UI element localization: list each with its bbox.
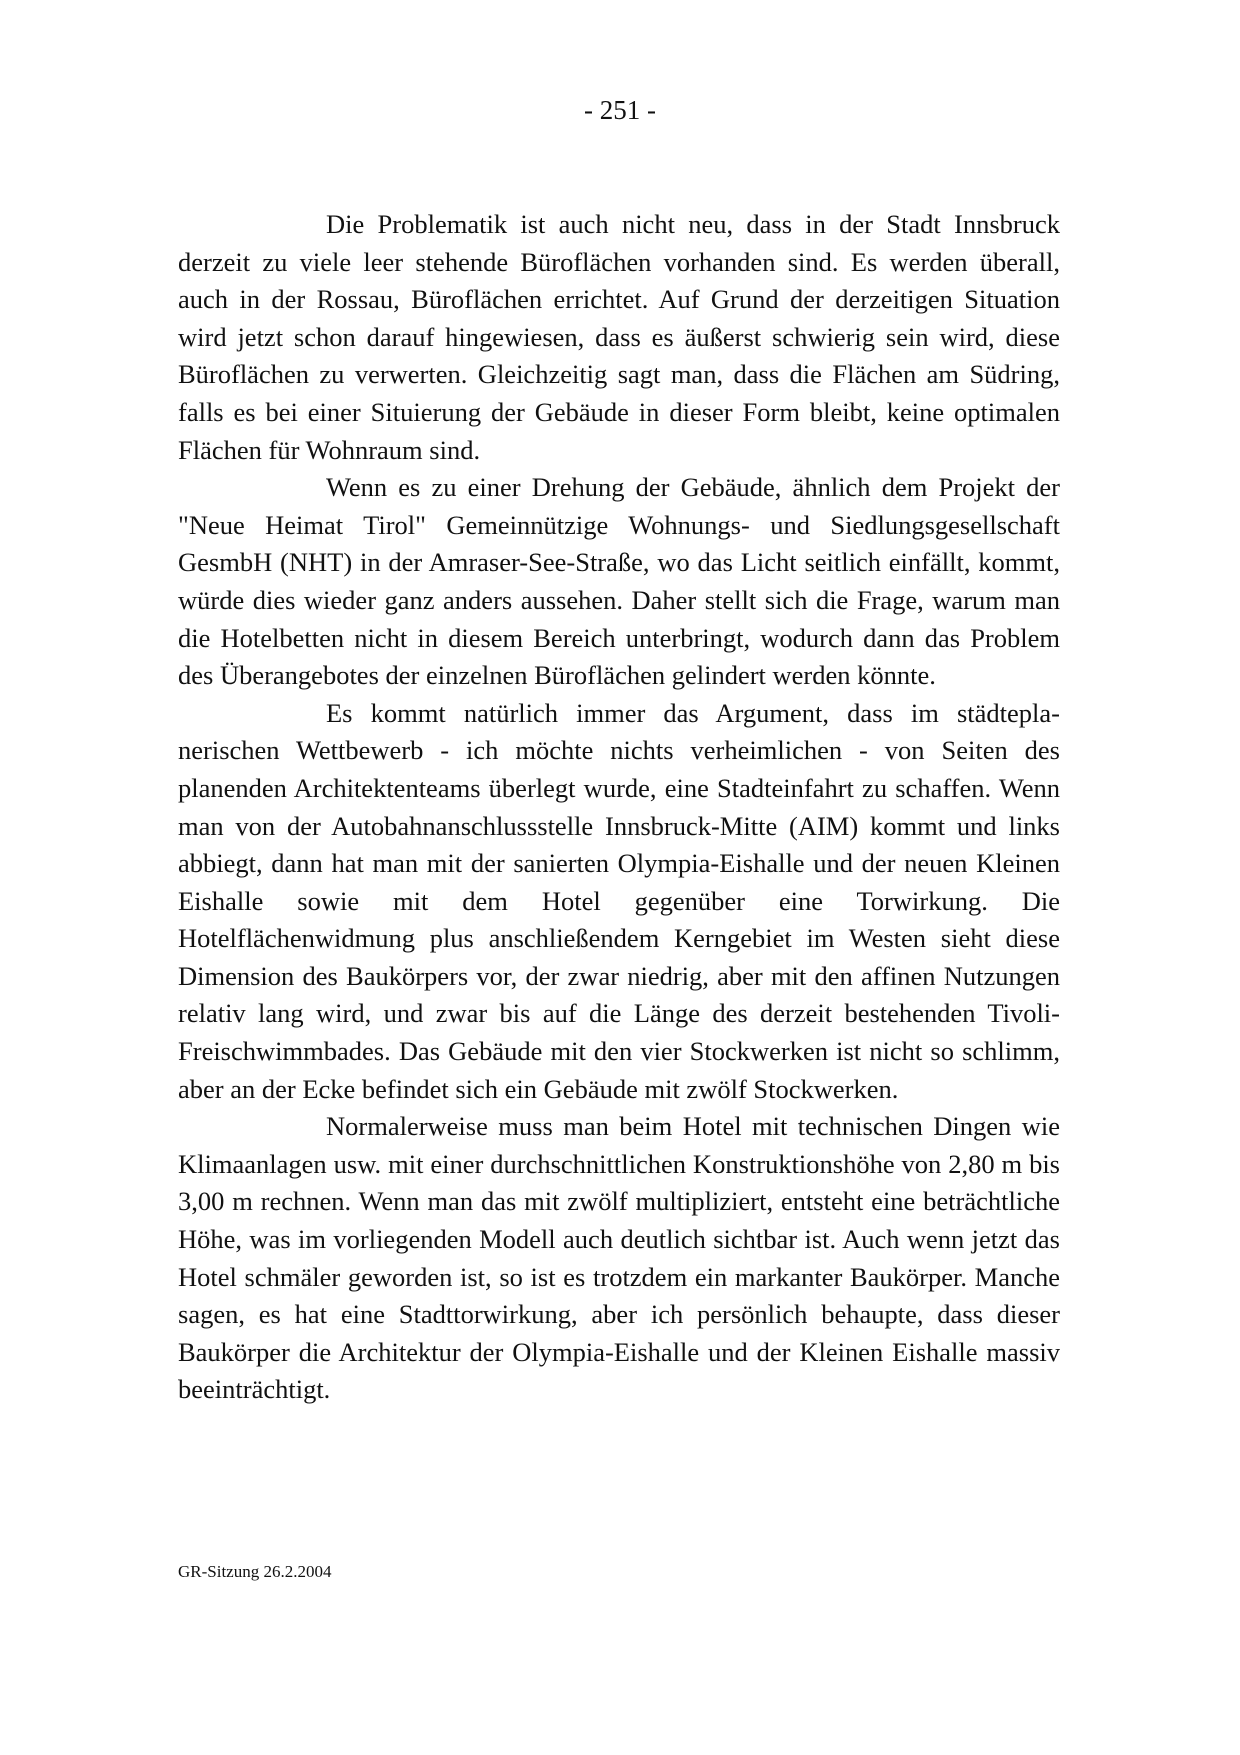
paragraph: Es kommt natürlich immer das Argument, dass im städteplanerischen Wettbewerb - ich möchte nichts verheimlichen - von Seiten des planenden Architektenteams überlegt wurde, eine Stadteinfahrt zu schaffen. Wenn man von der Autobahnanschlussstelle Innsbruck-Mitte (AIM) kommt und links abbiegt, dann hat man mit der sanierten Olympia-Eishalle und der neuen Kleinen Eishalle sowie mit dem Hotel gegenüber eine Torwirkung. Die Hotelflächenwidmung plus anschließendem Kerngebiet im Westen sieht diese Dimension des Baukörpers vor, der zwar niedrig, aber mit den affinen Nutzungen relativ lang wird, und zwar bis auf die Länge des derzeit bestehenden Tivoli-Freischwimmbades. Das Gebäude mit den vier Stockwerken ist nicht so schlimm, aber an der Ecke befindet sich ein Gebäude mit zwölf Stockwerken. xyxy=(178,697,1060,1104)
paragraph: Die Problematik ist auch nicht neu, dass in der Stadt Innsbruck derzeit zu viele leer stehende Büroflächen vorhanden sind. Es werden überall, auch in der Rossau, Büroflächen errichtet. Auf Grund der derzeitigen Situation wird jetzt schon darauf hingewiesen, dass es äußerst schwierig sein wird, diese Büroflächen zu verwerten. Gleichzeitig sagt man, dass die Flächen am Südring, falls es bei einer Situierung der Gebäude in dieser Form bleibt, keine optimalen Flächen für Wohnraum sind. xyxy=(178,209,1060,465)
paragraph: Wenn es zu einer Drehung der Gebäude, ähnlich dem Projekt der "Neue Heimat Tirol" Gemeinnützige Wohnungs- und Siedlungsgesellschaft GesmbH (NHT) in der Amraser-See-Straße, wo das Licht seitlich einfällt, kommt, würde dies wieder ganz anders aussehen. Daher stellt sich die Frage, warum man die Hotelbetten nicht in diesem Bereich unterbringt, wodurch dann das Problem des Überangebotes der einzelnen Büroflächen gelindert werden könnte. xyxy=(178,472,1060,691)
page-number: - 251 - xyxy=(584,95,656,125)
paragraph: Normalerweise muss man beim Hotel mit technischen Dingen wie Klimaanlagen usw. mit einer durchschnittlichen Konstruktionshöhe von 2,80 m bis 3,00 m rechnen. Wenn man das mit zwölf multipliziert, entsteht eine beträchtliche Höhe, was im vorliegenden Modell auch deutlich sichtbar ist. Auch wenn jetzt das Hotel schmäler geworden ist, so ist es trotzdem ein markanter Baukörper. Manche sagen, es hat eine Stadttorwirkung, aber ich persönlich behaupte, dass dieser Baukörper die Architektur der Olympia-Eishalle und der Kleinen Eishalle massiv beeinträchtigt. xyxy=(178,1111,1060,1405)
body-text xyxy=(178,206,1060,1409)
footer-session-date: GR-Sitzung 26.2.2004 xyxy=(178,1562,332,1581)
